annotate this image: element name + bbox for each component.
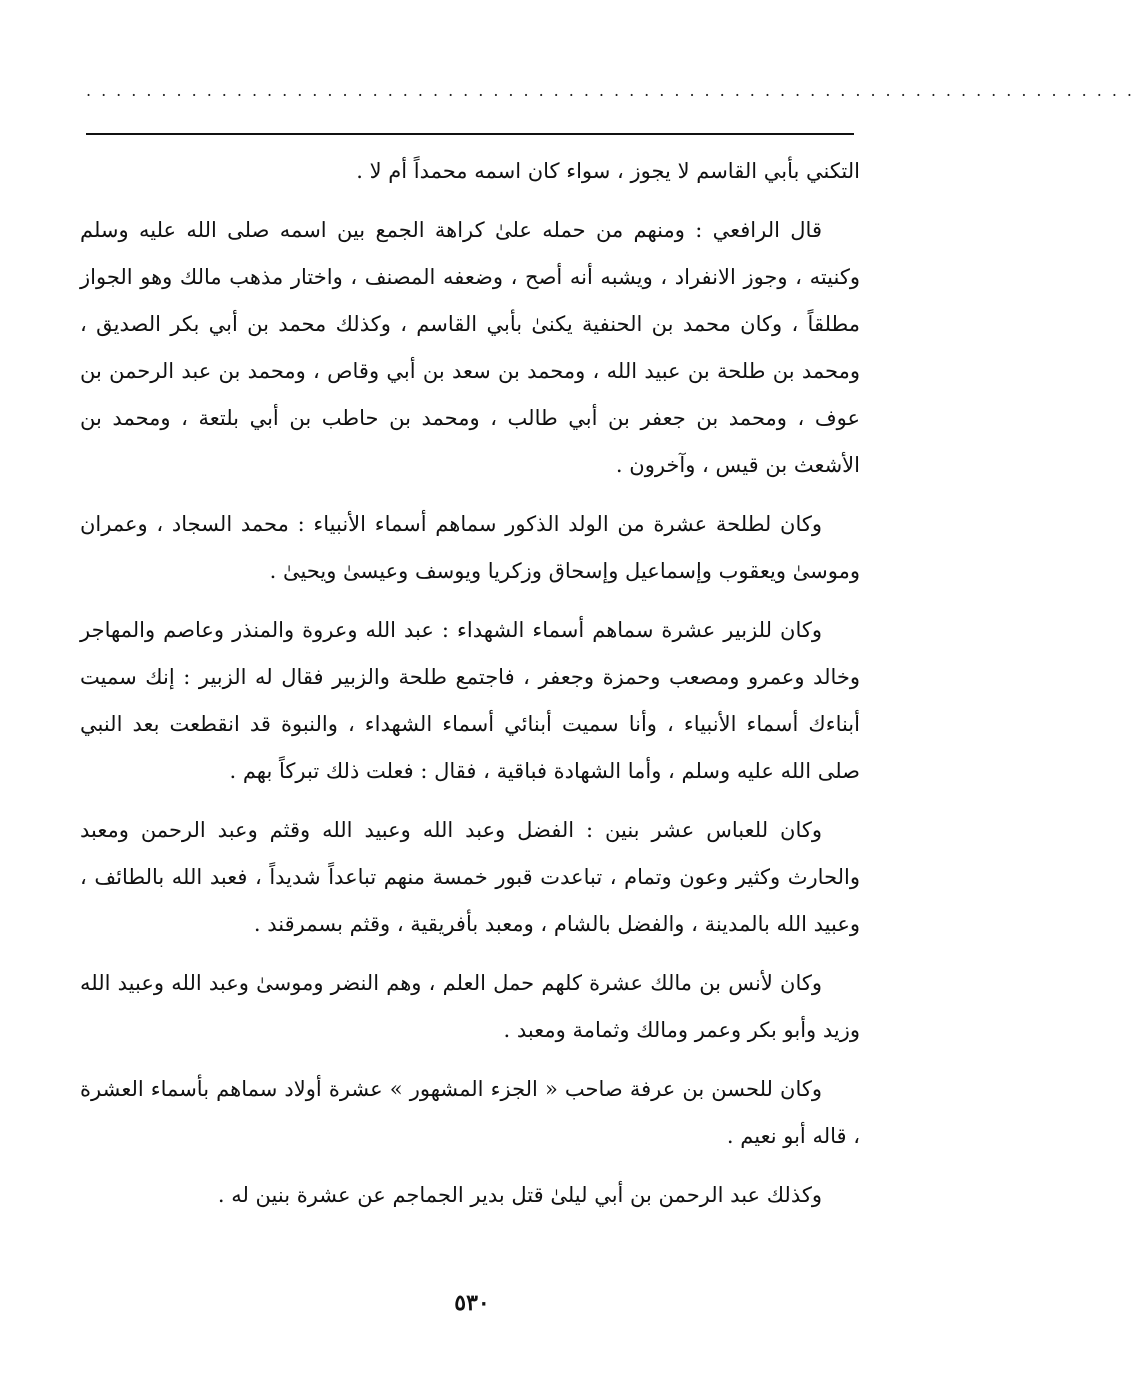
paragraph: قال الرافعي : ومنهم من حمله علىٰ كراهة الجمع بين اسمه صلى الله عليه وسلم وكنيته ، وجوز الانفراد ، ويشبه أنه أصح ، وضعفه المصنف ، واختار مذهب مالك وهو الجواز مطلقاً ، وكان محمد بن الحنفية يكنىٰ بأبي القاسم ، وكذلك محمد بن أبي بكر الصديق ، ومحمد بن طلحة بن عبيد الله ، ومحمد بن سعد بن أبي وقاص ، ومحمد بن عبد الرحمن بن عوف ، ومحمد بن جعفر بن أبي طالب ، ومحمد بن حاطب بن أبي بلتعة ، ومحمد بن الأشعث بن قيس ، وآخرون . [80,218,860,477]
paragraph: التكني بأبي القاسم لا يجوز ، سواء كان اسمه محمداً أم لا . [356,159,860,183]
paragraph: وكان للحسن بن عرفة صاحب « الجزء المشهور » عشرة أولاد سماهم بأسماء العشرة ، قاله أبو نعيم . [80,1077,860,1148]
paragraph: وكذلك عبد الرحمن بن أبي ليلىٰ قتل بدير الجماجم عن عشرة بنين له . [217,1183,822,1207]
paragraph: وكان للزبير عشرة سماهم أسماء الشهداء : عبد الله وعروة والمنذر وعاصم والمهاجر وخالد وعمرو ومصعب وحمزة وجعفر ، فاجتمع طلحة والزبير فقال له الزبير : إنك سميت أبناءك أسماء الأنبياء ، وأنا سميت أبنائي أسماء الشهداء ، والنبوة قد انقطعت بعد النبي صلى الله عليه وسلم ، وأما الشهادة فباقية ، فقال : فعلت ذلك تبركاً بهم . [80,618,861,783]
paragraph: وكان لأنس بن مالك عشرة كلهم حمل العلم ، وهم النضر وموسىٰ وعبد الله وعبيد الله وزيد وأبو بكر وعمر ومالك وثمامة ومعبد . [80,971,860,1042]
header-dotted-line: ...................................................................... [86,81,1142,100]
page-number: ٥٣٠ [454,1290,490,1316]
paragraph: وكان للعباس عشر بنين : الفضل وعبد الله وعبيد الله وقثم وعبد الرحمن ومعبد والحارث وكثير وعون وتمام ، تباعدت قبور خمسة منهم تباعداً شديداً ، فعبد الله بالطائف ، وعبيد الله بالمدينة ، والفضل بالشام ، ومعبد بأفريقية ، وقثم بسمرقند . [80,818,860,936]
body-text [80,148,860,1231]
paragraph: وكان لطلحة عشرة من الولد الذكور سماهم أسماء الأنبياء : محمد السجاد ، وعمران وموسىٰ ويعقوب وإسماعيل وإسحاق وزكريا ويوسف وعيسىٰ ويحيىٰ . [80,512,860,583]
header-rule [86,133,854,135]
